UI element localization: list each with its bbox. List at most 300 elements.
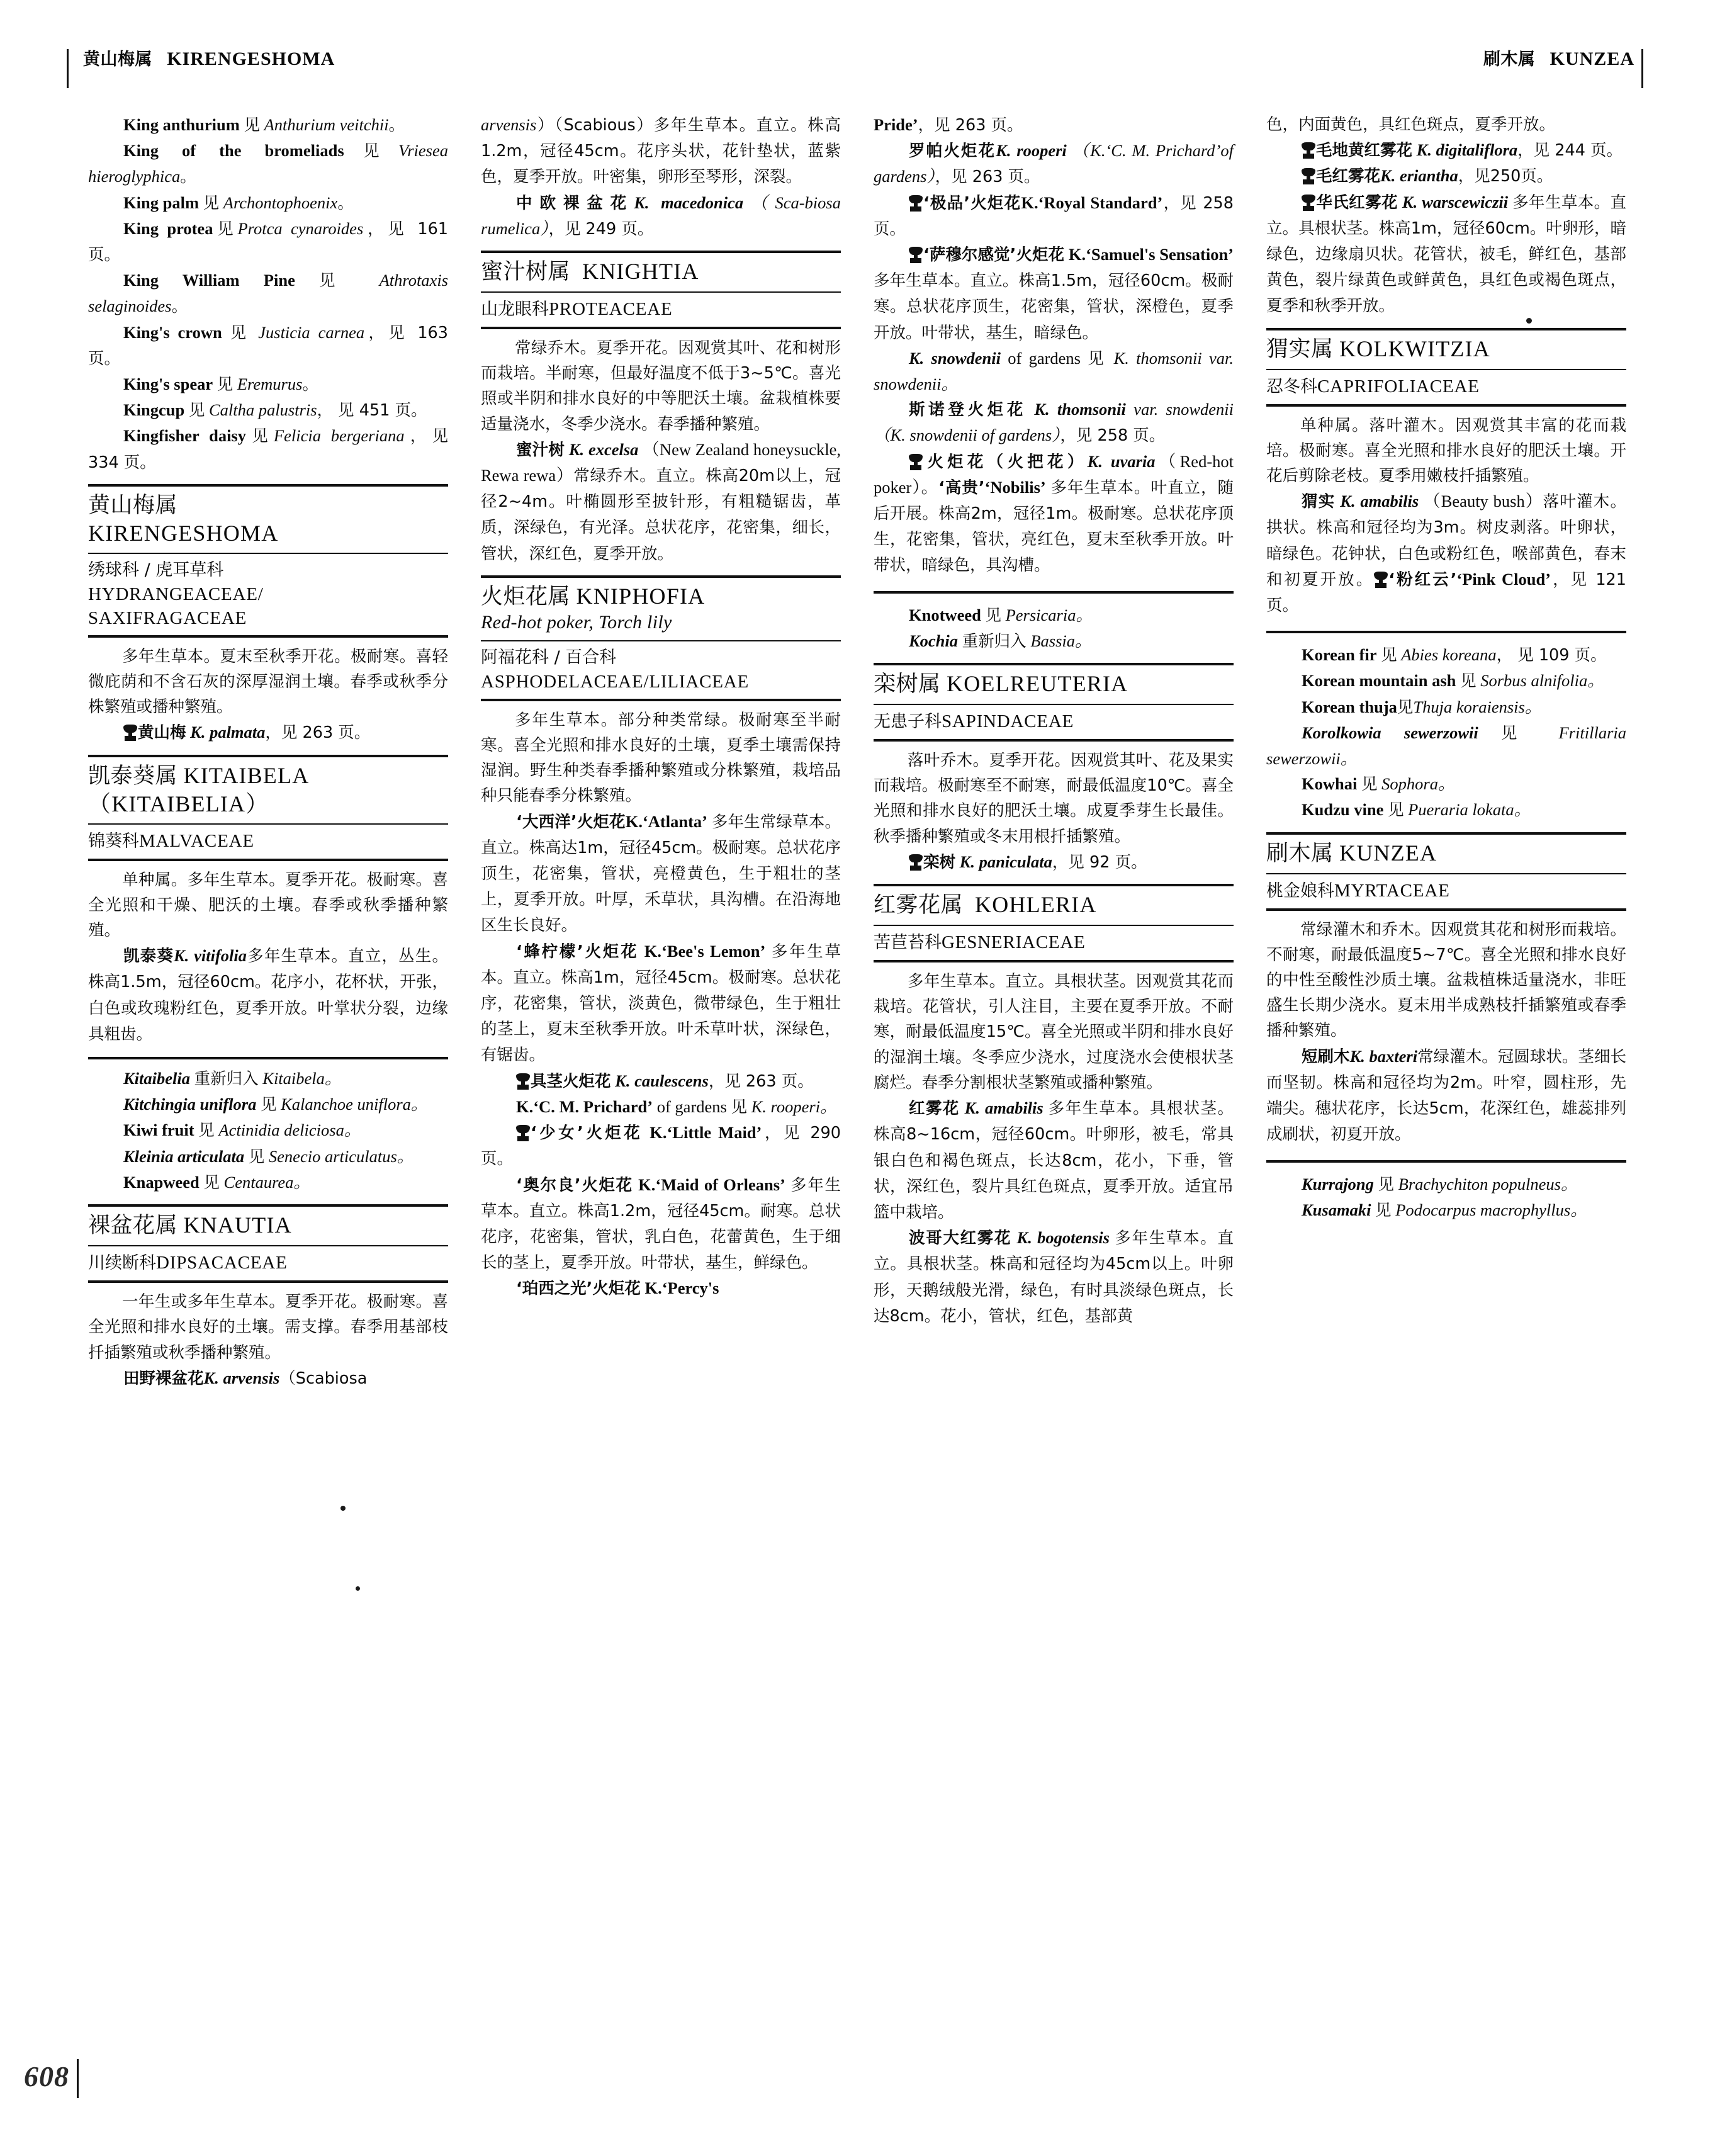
entry-latin: Actinidia deliciosa。 <box>218 1120 361 1140</box>
family-name-latin: CAPRIFOLIACEAE <box>1317 376 1480 397</box>
genus-rule-bottom <box>874 739 1234 742</box>
goblet-icon <box>909 195 923 210</box>
genus-family <box>1266 874 1626 908</box>
see-marker: 见 <box>1397 697 1414 717</box>
family-name-latin: GESNERIACEAE <box>942 932 1086 953</box>
entry-headword: Korean thuja <box>1302 697 1397 716</box>
cultivar-name-latin: K.‘Samuel's Sensation’ <box>1068 245 1234 264</box>
species-page-ref: ，见 263 页。 <box>935 167 1040 187</box>
cultivar-entry-continued <box>874 112 1234 138</box>
see-marker: 见 <box>217 375 233 395</box>
species-name-latin: K. amabilis <box>1340 492 1419 511</box>
genus-description: 多年生草本。部分种类常绿。极耐寒至半耐寒。喜全光照和排水良好的土壤，夏季土壤需保持湿润。野生种类春季播种繁殖或分株繁殖，栽培品种只能春季分株繁殖。 <box>481 710 841 806</box>
entry-qualifier: of gardens <box>656 1097 727 1116</box>
species-page-ref: ，见 244 页。 <box>1517 141 1623 161</box>
genus-header-kolkwitzia <box>1266 328 1626 407</box>
cultivar-name-cn: ‘珀西之光’火炬花 <box>516 1279 641 1299</box>
species-entry <box>1266 189 1626 319</box>
genus-description: 落叶乔木。夏季开花。因观赏其叶、花及果实而栽培。极耐寒至不耐寒，耐最低温度10℃。喜全光照和排水良好的肥沃土壤。成夏季芽生长最佳。秋季播种繁殖或冬末用根扦插繁殖。 <box>874 751 1234 846</box>
entry-latin-target: Fritillaria sewerzowii。 <box>1266 723 1626 769</box>
cultivar-entry <box>481 1120 841 1171</box>
species-name-cn: 波哥大红雾花 <box>909 1229 1012 1248</box>
entry-latin: Kleinia articulata <box>123 1146 245 1166</box>
species-name-latin: K. amabilis <box>964 1098 1043 1118</box>
column-1 <box>88 112 448 2038</box>
species-name-cn: 田野裸盆花 <box>123 1369 204 1388</box>
see-marker: 见 <box>198 1121 215 1141</box>
genus-name-latin: KITAIBELA <box>183 762 310 788</box>
species-synonym-latin: arvensis <box>481 115 537 134</box>
species-name-cn: 短刷木 <box>1302 1047 1350 1066</box>
column-grid <box>88 112 1627 2038</box>
cultivar-name-cn: ‘奥尔良’火炬花 <box>516 1175 633 1195</box>
species-page-ref: ，见 258 页。 <box>1060 426 1166 446</box>
family-name-latin: SAPINDACEAE <box>942 711 1074 732</box>
cultivar-entry <box>481 1172 841 1276</box>
entry-latin: Korolkowia sewerzowii <box>1302 723 1478 742</box>
column-4 <box>1266 112 1626 2038</box>
entry-headword: King William Pine <box>123 271 295 290</box>
genus-description: 多年生草本。直立。具根状茎。因观赏其花而栽培。花管状，引人注目，主要在夏季开放。不耐寒，耐最低温度15℃。喜全光照或半阴和排水良好的湿润土壤。冬季应少浇水，过度浇水会使根状茎腐烂。春季分割根状茎繁殖或播种繁殖。 <box>874 972 1234 1092</box>
species-name-latin: K. warscewiczii <box>1402 192 1509 212</box>
genus-title <box>1266 835 1626 873</box>
cross-reference-entry <box>874 628 1234 654</box>
family-name-latin: MYRTACEAE <box>1334 880 1450 901</box>
see-marker: 见 <box>1381 646 1397 665</box>
cultivar-name-latin: K.‘Maid of Orleans’ <box>638 1175 785 1194</box>
entry-latin: Kitaibelia <box>123 1069 190 1088</box>
header-rule-right <box>1641 49 1643 88</box>
species-name-latin: K. baxteri <box>1349 1046 1418 1066</box>
family-name-latin: PROTEACEAE <box>549 299 673 320</box>
genus-header-kirengeshoma <box>88 484 448 638</box>
page-number: 608 <box>24 2060 69 2092</box>
species-name-cn: 斯诺登火炬花 <box>909 400 1027 420</box>
entry-latin: Felicia bergeriana <box>273 426 405 446</box>
cross-reference-entry <box>1266 1171 1626 1197</box>
cross-reference-entry <box>1266 642 1626 668</box>
goblet-icon <box>516 1125 530 1140</box>
see-marker: 见 <box>188 401 205 420</box>
header-rule-left <box>67 49 69 88</box>
entry-latin: Eremurus <box>237 375 303 394</box>
entry-headword: King's crown <box>123 322 222 342</box>
genus-description: 多年生草本。夏末至秋季开花。极耐寒。喜轻微庇荫和不含石灰的深厚湿润土壤。春季或秋季分株繁殖或播种繁殖。 <box>88 646 448 717</box>
cross-reference-entry <box>88 320 448 371</box>
entry-latin-target: Kitaibela。 <box>262 1069 342 1088</box>
species-entry <box>874 449 1234 579</box>
family-name-latin-1: HYDRANGEACEAE/ <box>88 584 264 604</box>
genus-name-cn: 栾树属 <box>874 672 941 697</box>
entry-latin: Pueraria lokata。 <box>1408 800 1531 820</box>
species-name-latin: K. arvensis <box>203 1368 280 1387</box>
cross-reference-entry <box>88 268 448 319</box>
cultivar-name-latin: K.‘Little Maid’ <box>650 1123 762 1143</box>
species-entry <box>874 1095 1234 1225</box>
cross-reference-entry <box>88 1170 448 1195</box>
family-name-cn: 阿福花科 / 百合科 <box>481 647 617 667</box>
genus-name-cn: 刷木属 <box>1266 840 1334 866</box>
species-name-cn: 蜜汁树 <box>516 440 565 460</box>
goblet-icon <box>909 247 923 262</box>
species-name-latin: K. vitifolia <box>174 946 247 966</box>
cross-reference-entry <box>88 138 448 189</box>
family-name-latin: ASPHODELACEAE/LILIACEAE <box>481 671 749 692</box>
entry-page-ref: ， 见 109 页。 <box>1496 646 1607 665</box>
see-marker: 见 <box>1387 801 1404 820</box>
genus-family <box>481 293 841 327</box>
see-marker: 见 <box>244 116 260 135</box>
genus-description: 单种属。多年生草本。夏季开花。极耐寒。喜全光照和干燥、肥沃的土壤。春季或秋季播种繁殖。 <box>88 870 448 940</box>
entry-period: 。 <box>302 375 318 395</box>
species-entry <box>481 1068 841 1094</box>
entry-latin: Anthurium veitchii <box>264 115 389 134</box>
genus-family <box>88 825 448 859</box>
cultivar-name-latin-cont: Pride’ <box>874 115 918 134</box>
family-name-cn: 川续断科 <box>88 1253 156 1273</box>
genus-rule-bottom <box>1266 404 1626 407</box>
species-synonym-b: biosa rumelica） <box>481 193 841 238</box>
genus-title <box>88 487 448 553</box>
entry-headword: Kowhai <box>1302 774 1358 794</box>
genus-name-cn: 火炬花属 <box>481 584 571 609</box>
cultivar-name-cn: ‘粉红云’ <box>1388 570 1457 589</box>
genus-title <box>874 886 1234 925</box>
entry-period: 。 <box>180 167 196 187</box>
genus-title <box>481 253 841 291</box>
genus-name-cn: 黄山梅属 <box>88 492 178 518</box>
entry-latin-target: Bassia。 <box>1030 631 1092 650</box>
genus-rule-bottom <box>481 327 841 329</box>
genus-description: 常绿灌木和乔木。因观赏其花和树形而栽培。不耐寒，耐最低温度5~7℃。喜全光照和排水良好的中性至酸性沙质土壤。盆栽植株适量浇水，非旺盛生长期少浇水。夏末用半成熟枝扦插繁殖或春季播种繁殖。 <box>1266 920 1626 1041</box>
family-name-cn: 苦苣苔科 <box>874 933 942 953</box>
entry-latin: Justicia carnea <box>258 322 365 342</box>
entry-headword: Korean fir <box>1302 645 1377 665</box>
genus-name-cn: 裸盆花属 <box>88 1213 178 1239</box>
running-head-right <box>1483 45 1634 70</box>
genus-name-synonym: （KITAIBELIA） <box>88 791 269 816</box>
section-divider-rule <box>88 1057 448 1059</box>
entry-latin: Protca cynaroides <box>237 218 364 238</box>
see-marker: 见 <box>248 1147 265 1166</box>
entry-period: 。 <box>171 297 188 317</box>
running-head <box>83 45 1634 82</box>
species-description-continued: 色，内面黄色，具红色斑点，夏季开放。 <box>1266 115 1556 134</box>
entry-headword: Kudzu vine <box>1302 800 1384 820</box>
cultivar-description: 多年生草本。直立。株高1.2m，冠径45cm。耐寒。总状花序，花密集，管状，乳白色，花蕾黄色，生于细长的茎上，夏季开放。叶带状，基生，鲜绿色。 <box>481 1175 841 1273</box>
species-name-latin: K. bogotensis <box>1016 1228 1110 1248</box>
genus-common-name: Red-hot poker, Torch lily <box>481 611 672 633</box>
goblet-icon <box>1302 142 1315 157</box>
genus-name-cn: 猬实属 <box>1266 336 1334 362</box>
genus-family <box>88 1246 448 1280</box>
genus-name-latin: KNAUTIA <box>183 1212 292 1238</box>
entry-headword: Kingfisher daisy <box>123 426 246 446</box>
species-entry <box>874 397 1234 448</box>
section-divider-rule <box>1266 631 1626 633</box>
family-name-cn: 忍冬科 <box>1266 376 1317 397</box>
entry-page-ref: ，见 334 页。 <box>88 427 448 472</box>
entry-headword: King palm <box>123 193 200 212</box>
species-entry <box>874 849 1234 875</box>
running-head-right-cn: 刷木属 <box>1483 50 1536 69</box>
species-description: 多年生草本。叶直立，随后开展。株高2m，冠径1m。极耐寒。总状花序顶生，花密集，管状，亮红色，夏末至秋季开放。叶带状，暗绿色，具沟槽。 <box>874 478 1234 575</box>
entry-latin: Thuja koraiensis。 <box>1413 697 1542 716</box>
entry-latin-target: K. thomsonii var. snowdenii。 <box>874 348 1234 394</box>
entry-latin-target: Kalanchoe uniflora。 <box>281 1095 428 1114</box>
genus-family <box>874 926 1234 960</box>
cultivar-name-latin: K.‘Percy's <box>644 1278 719 1298</box>
species-page-ref: ，见 263 页。 <box>708 1071 814 1091</box>
entry-latin-target: Podocarpus macrophyllus。 <box>1395 1200 1587 1219</box>
see-marker: 见 <box>260 1095 277 1115</box>
genus-name-cn: 凯泰葵属 <box>88 763 178 789</box>
genus-header-knightia <box>481 251 841 329</box>
species-name-latin: K. excelsa <box>568 439 639 459</box>
cultivar-name-latin: K.‘Bee's Lemon’ <box>644 941 766 961</box>
cultivar-name-latin: ‘Nobilis’ <box>984 477 1046 497</box>
see-marker: 见 <box>1361 775 1378 794</box>
see-marker: 见 <box>213 219 238 239</box>
entry-headword: King of the bromeliads <box>123 141 344 161</box>
cross-reference-entry <box>1266 694 1626 720</box>
entry-latin-target: K. rooperi。 <box>751 1097 837 1116</box>
species-description: ）（Scabious）多年生草本。直立。株高1.2m，冠径45cm。花序头状，花针垫状，蓝紫色，夏季开放。叶密集，卵形至琴形，深裂。 <box>481 116 841 187</box>
species-entry <box>481 437 841 567</box>
genus-description: 一年生或多年生草本。夏季开花。极耐寒。喜全光照和排水良好的土壤。需支撑。春季用基部枝扦插繁殖或秋季播种繁殖。 <box>88 1292 448 1362</box>
genus-title <box>88 1207 448 1245</box>
species-name-cn: 栾树 <box>923 852 956 872</box>
cross-reference-entry <box>88 371 448 397</box>
cross-reference-entry <box>88 1066 448 1092</box>
cross-reference-entry <box>1266 771 1626 797</box>
family-name-latin-2: SAXIFRAGACEAE <box>88 607 247 628</box>
see-marker: 见 <box>985 606 1001 625</box>
see-marker: 见 <box>203 193 220 213</box>
entry-qualifier: of gardens <box>1008 348 1081 368</box>
genus-header-kohleria <box>874 884 1234 962</box>
species-description: 多年生草本。直立。具根状茎。株高1m，冠径60cm。叶卵形，暗绿色，边缘扇贝状。花管状，被毛，鲜红色，基部黄色，裂片绿黄色或鲜黄色，具红色或褐色斑点，夏季和秋季开放。 <box>1266 193 1627 316</box>
genus-family <box>1266 370 1626 404</box>
folio-rule <box>77 2059 79 2098</box>
running-head-left-cn: 黄山梅属 <box>83 50 152 69</box>
genus-header-knautia <box>88 1204 448 1283</box>
genus-family <box>874 705 1234 739</box>
entry-latin: Archontophoenix <box>223 193 338 212</box>
entry-headword: King anthurium <box>123 115 240 134</box>
goblet-icon <box>1302 195 1315 210</box>
cross-reference-entry <box>874 346 1234 397</box>
cultivar-description: 多年生草本。直立。株高1.5m，冠径60cm。极耐寒。总状花序顶生，花密集，管状，深橙色，夏季开放。叶带状，基生，暗绿色。 <box>874 271 1234 342</box>
species-common-name: （Beauty bush） <box>1424 492 1543 511</box>
entry-latin-target: Senecio articulatus。 <box>268 1146 414 1166</box>
entry-page-ref: ， 见 451 页。 <box>317 401 427 420</box>
cross-reference-entry <box>481 1094 841 1120</box>
genus-name-latin: KOHLERIA <box>975 892 1097 918</box>
running-head-left-latin: KIRENGESHOMA <box>167 48 335 69</box>
see-marker: 见 <box>230 323 250 342</box>
column-3 <box>874 112 1234 2038</box>
species-entry <box>874 1225 1234 1329</box>
cultivar-entry <box>481 1275 841 1301</box>
goblet-icon <box>909 454 923 469</box>
species-name-cn: 毛红雾花 <box>1316 167 1381 186</box>
species-entry-continued <box>481 112 841 190</box>
running-head-right-latin: KUNZEA <box>1550 48 1634 69</box>
species-name-latin: K. caulescens <box>615 1071 709 1090</box>
genus-rule-bottom <box>874 960 1234 962</box>
see-marker: 见 <box>1375 1200 1392 1220</box>
entry-headword: Kiwi fruit <box>123 1120 194 1140</box>
see-marker: 见 <box>344 142 399 161</box>
cultivar-page-ref: ，见 258 页。 <box>874 193 1234 239</box>
entry-headword: King's spear <box>123 375 213 394</box>
entry-latin: K.‘C. M. Prichard’ <box>516 1097 653 1116</box>
species-common-name: （New Zealand honeysuckle, Rewa rewa） <box>481 439 841 485</box>
species-name-latin: K. rooperi <box>996 141 1067 161</box>
genus-rule-bottom <box>481 699 841 701</box>
running-head-left <box>83 45 335 70</box>
entry-headword: King protea <box>123 218 213 238</box>
species-description: 多年生草本。具根状茎。株高8~16cm，冠径60cm。叶卵形，被毛，常具银白色和褐色斑点，长达8cm，花小，下垂，管状，深红色，裂片具红色斑点，夏季开放。适宜吊篮中栽培。 <box>874 1099 1234 1222</box>
goblet-icon <box>516 1073 530 1088</box>
species-name-cn: 中欧裸盆花 <box>516 193 634 213</box>
species-name-cn: 火炬花（火把花） <box>923 452 1088 471</box>
entry-page-ref: ，见 163 页。 <box>88 323 448 368</box>
cultivar-name-cn: ‘大西洋’火炬花 <box>516 812 626 832</box>
species-name-latin: K. eriantha <box>1380 166 1458 186</box>
entry-latin: Athrotaxis selaginoides <box>88 271 448 316</box>
entry-latin: Abies koreana <box>1401 645 1497 665</box>
cultivar-name-cn: ‘萨穆尔感觉’火炬花 <box>923 246 1065 265</box>
see-marker: 重新归入 <box>962 631 1027 651</box>
entry-latin: Sorbus alnifolia。 <box>1480 671 1604 691</box>
species-entry <box>481 190 841 242</box>
cultivar-name-cn: ‘高贵’ <box>938 478 985 497</box>
genus-name-latin: KIRENGESHOMA <box>88 520 279 546</box>
family-name-cn: 山龙眼科 <box>481 300 549 320</box>
entry-latin: Persicaria。 <box>1005 605 1093 624</box>
species-page-ref: ，见 92 页。 <box>1052 852 1147 872</box>
cultivar-name-latin: K.‘Atlanta’ <box>625 811 708 831</box>
cross-reference-entry <box>88 1144 448 1170</box>
genus-rule-bottom <box>88 859 448 861</box>
cultivar-name-latin: ‘Pink Cloud’ <box>1456 569 1551 589</box>
cultivar-description: 多年生常绿草本。直立。株高达1m，冠径45cm。极耐寒。总状花序顶生，花密集，管状，亮橙黄色，生于粗壮的茎上，夏季开放。叶厚，禾草状，具沟槽。在沿海地区生长良好。 <box>481 812 841 935</box>
genus-title <box>88 757 448 823</box>
entry-latin: Vriesea hieroglyphica <box>88 141 448 186</box>
entry-latin: Centaurea。 <box>223 1172 310 1192</box>
species-entry <box>1266 163 1626 189</box>
entry-latin: K. snowdenii <box>909 348 1001 368</box>
cross-reference-entry <box>88 423 448 475</box>
genus-rule-bottom <box>88 1280 448 1283</box>
genus-title <box>874 665 1234 704</box>
genus-family <box>88 554 448 635</box>
species-entry <box>88 720 448 745</box>
genus-description: 单种属。落叶灌木。因观赏其丰富的花而栽培。极耐寒。喜全光照和排水良好的肥沃土壤。开花后剪除老枝。夏季用嫩枝扦插繁殖。 <box>1266 415 1626 486</box>
goblet-icon <box>123 725 137 740</box>
family-name-latin: DIPSACACEAE <box>156 1253 288 1273</box>
genus-rule-bottom <box>1266 908 1626 911</box>
genus-header-kniphofia <box>481 575 841 701</box>
entry-latin-target: Brachychiton populneus。 <box>1398 1174 1578 1194</box>
see-marker: 见 <box>1501 723 1536 743</box>
species-variety: var. snowdenii <box>1133 400 1234 419</box>
cultivar-entry <box>481 939 841 1068</box>
see-marker: 见 <box>1088 349 1107 368</box>
entry-latin: Kurrajong <box>1302 1174 1374 1194</box>
cultivar-page-ref: ，见 121 页。 <box>1266 570 1627 616</box>
cross-reference-entry <box>1266 1197 1626 1223</box>
see-marker: 见 <box>246 427 274 446</box>
genus-header-koelreuteria <box>874 663 1234 742</box>
entry-latin: Caltha palustris <box>208 400 317 420</box>
family-name-cn: 锦葵科 <box>88 831 139 851</box>
species-entry <box>88 943 448 1047</box>
species-name-cn: 具茎火炬花 <box>531 1071 611 1091</box>
species-name-latin: K. digitaliflora <box>1416 140 1518 160</box>
genus-title <box>1266 330 1626 369</box>
species-entry <box>1266 1044 1626 1148</box>
goblet-icon <box>909 854 923 869</box>
genus-family <box>481 641 841 699</box>
species-synonym: （K. snowdenii of gardens） <box>874 426 1060 445</box>
species-description: 多年生草本。直立。具根状茎。株高和冠径均为45cm以上。叶卵形，天鹅绒般光滑，绿色，有时具淡绿色斑点，长达8cm。花小，管状，红色，基部黄 <box>874 1229 1234 1326</box>
genus-name-latin: KNIGHTIA <box>582 259 699 285</box>
species-name-cn: 毛地黄红雾花 <box>1316 141 1413 161</box>
species-name-cn: 华氏红雾花 <box>1316 193 1398 212</box>
species-name-latin: K. macedonica <box>634 193 744 212</box>
cultivar-name-latin: K.‘Royal Standard’ <box>1021 193 1163 212</box>
species-description: 常绿乔木。直立。株高20m以上，冠径2~4m。叶椭圆形至披针形，有粗糙锯齿，革质，深绿色，有光泽。总状花序，花密集，细长，管状，深红色，夏季开放。 <box>481 466 841 563</box>
see-marker: 见 <box>203 1173 220 1192</box>
genus-name-latin: KUNZEA <box>1339 840 1437 866</box>
species-synonym-a: （Sca- <box>743 193 805 212</box>
entry-headword: Knotweed <box>909 605 981 624</box>
cross-reference-entry <box>88 1117 448 1143</box>
entry-headword: Korean mountain ash <box>1302 671 1456 691</box>
entry-page-ref: ，见 161 页。 <box>88 219 449 265</box>
species-entry <box>1266 137 1626 163</box>
goblet-icon <box>1302 168 1315 183</box>
cross-reference-entry <box>1266 797 1626 823</box>
genus-name-cn: 红雾花属 <box>874 893 964 918</box>
see-marker: 见 <box>319 271 356 291</box>
species-name-cn: 猬实 <box>1302 492 1336 512</box>
section-divider-rule <box>874 591 1234 594</box>
species-synonym-open: （Scabiosa <box>279 1369 368 1388</box>
species-common-name: （Red-hot poker）。 <box>874 451 1234 497</box>
entry-latin: Kitchingia uniflora <box>123 1095 257 1114</box>
entry-period: 。 <box>337 193 354 213</box>
cultivar-name-cn: ‘蜂柠檬’火炬花 <box>516 942 639 961</box>
cultivar-page-ref: ，见 290 页。 <box>481 1124 841 1169</box>
species-name-latin: K. uvaria <box>1087 451 1156 471</box>
entry-latin: Sophora。 <box>1381 774 1455 794</box>
genus-name-latin: KNIPHOFIA <box>576 583 706 609</box>
genus-rule-bottom <box>88 635 448 638</box>
species-page-ref: ，见 263 页。 <box>265 723 371 743</box>
goblet-icon <box>1374 572 1388 587</box>
cross-reference-entry <box>88 112 448 138</box>
entry-headword: Knapweed <box>123 1172 200 1192</box>
cross-reference-entry <box>88 397 448 423</box>
species-name-latin: K. palmata <box>190 723 266 742</box>
family-name-cn: 无患子科 <box>874 712 942 732</box>
family-name-latin: MALVACEAE <box>139 830 254 851</box>
genus-name-cn: 蜜汁树属 <box>481 259 571 285</box>
